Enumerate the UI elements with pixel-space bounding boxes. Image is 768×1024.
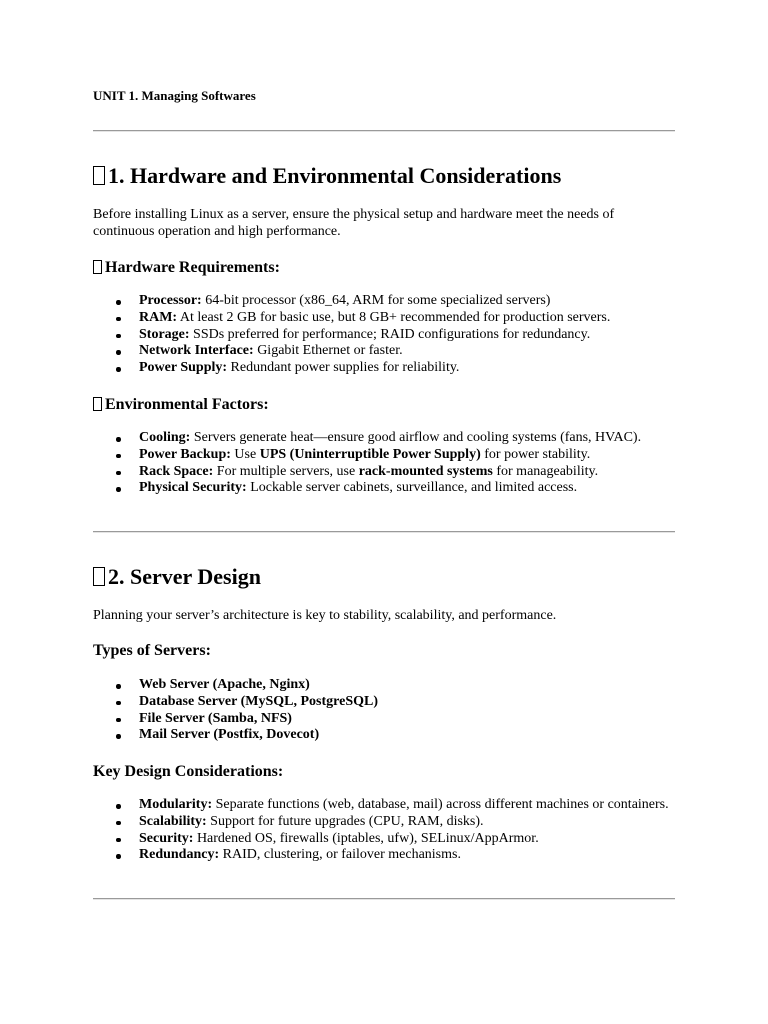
list-item xyxy=(93,480,675,497)
list-item xyxy=(93,677,675,694)
item-text: Lockable server cabinets, surveillance, and limited access. xyxy=(246,480,578,496)
hardware-requirements-heading-text: Hardware Requirements: xyxy=(105,259,280,276)
list-item xyxy=(93,847,675,864)
item-emphasis: UPS (Uninterruptible Power Supply) xyxy=(259,446,481,462)
horizontal-divider xyxy=(93,130,675,132)
item-label: Power Supply: xyxy=(139,360,228,376)
item-emphasis: rack-mounted systems xyxy=(358,463,493,479)
item-label: Power Backup: xyxy=(139,446,231,462)
section-1-heading xyxy=(93,163,561,189)
unit-title: UNIT 1. Managing Softwares xyxy=(93,88,256,103)
list-item xyxy=(93,694,675,711)
item-text: 64-bit processor (x86_64, ARM for some specialized servers) xyxy=(201,293,551,308)
list-item xyxy=(93,797,675,814)
item-label: Redundancy: xyxy=(139,847,220,863)
section-1-heading-text: 1. Hardware and Environmental Considerations xyxy=(108,163,562,188)
item-label: Mail Server (Postfix, Dovecot) xyxy=(139,727,320,743)
key-design-considerations-list xyxy=(93,797,675,864)
item-label: File Server (Samba, NFS) xyxy=(139,710,292,726)
list-item xyxy=(93,814,675,831)
item-label: Processor: xyxy=(139,293,202,308)
item-text: At least 2 GB for basic use, but 8 GB+ recommended for production servers. xyxy=(177,309,611,325)
item-label: Rack Space: xyxy=(139,463,214,479)
section-2-intro: Planning your server’s architecture is key to stability, scalability, and performance. xyxy=(93,608,557,623)
section-2-heading-text: 2. Server Design xyxy=(108,564,261,589)
missing-glyph-icon xyxy=(93,260,102,274)
item-label: Cooling: xyxy=(139,430,191,445)
list-item xyxy=(93,360,675,377)
hardware-requirements-heading xyxy=(93,258,280,278)
item-label: Storage: xyxy=(139,326,190,342)
list-item xyxy=(93,343,675,360)
missing-glyph-icon xyxy=(93,567,105,586)
item-label: RAM: xyxy=(139,309,178,325)
item-label: Network Interface: xyxy=(139,343,254,359)
list-item xyxy=(93,831,675,848)
section-1-intro: Before installing Linux as a server, ensure the physical setup and hardware meet the needs of continuous operation and high performance. xyxy=(93,207,615,239)
item-text: Redundant power supplies for reliability. xyxy=(227,360,460,376)
item-text: for power stability. xyxy=(480,446,591,462)
item-label: Security: xyxy=(139,830,194,846)
list-item xyxy=(93,727,675,744)
section-2-heading xyxy=(93,564,261,590)
missing-glyph-icon xyxy=(93,397,102,411)
types-of-servers-list xyxy=(93,677,675,744)
item-text: Use xyxy=(230,446,260,462)
list-item xyxy=(93,310,675,327)
list-item xyxy=(93,293,675,310)
item-text: For multiple servers, use xyxy=(213,463,359,479)
item-label: Scalability: xyxy=(139,813,207,829)
item-label: Database Server (MySQL, PostgreSQL) xyxy=(139,693,379,709)
horizontal-divider xyxy=(93,898,675,900)
item-text: Support for future upgrades (CPU, RAM, disks). xyxy=(206,813,484,829)
item-label: Physical Security: xyxy=(139,480,247,496)
list-item xyxy=(93,711,675,728)
list-item xyxy=(93,430,675,447)
item-text: for manageability. xyxy=(492,463,599,479)
list-item xyxy=(93,464,675,481)
item-text: Gigabit Ethernet or faster. xyxy=(253,343,403,359)
environmental-factors-heading-text: Environmental Factors: xyxy=(105,396,269,413)
horizontal-divider xyxy=(93,531,675,533)
list-item xyxy=(93,327,675,344)
list-item xyxy=(93,447,675,464)
item-text: SSDs preferred for performance; RAID configurations for redundancy. xyxy=(189,326,591,342)
item-text: Hardened OS, firewalls (iptables, ufw), SELinux/AppArmor. xyxy=(193,830,539,846)
item-label: Web Server (Apache, Nginx) xyxy=(139,677,310,692)
environmental-factors-list xyxy=(93,430,675,497)
item-label: Modularity: xyxy=(139,797,213,812)
types-of-servers-heading: Types of Servers: xyxy=(93,642,211,659)
item-text: Separate functions (web, database, mail) across different machines or containers. xyxy=(212,797,669,812)
item-text: RAID, clustering, or failover mechanisms. xyxy=(219,847,461,863)
key-design-considerations-heading: Key Design Considerations: xyxy=(93,763,284,780)
item-text: Servers generate heat—ensure good airflow and cooling systems (fans, HVAC). xyxy=(190,430,642,445)
hardware-requirements-list xyxy=(93,293,675,377)
missing-glyph-icon xyxy=(93,166,105,185)
environmental-factors-heading xyxy=(93,395,269,415)
